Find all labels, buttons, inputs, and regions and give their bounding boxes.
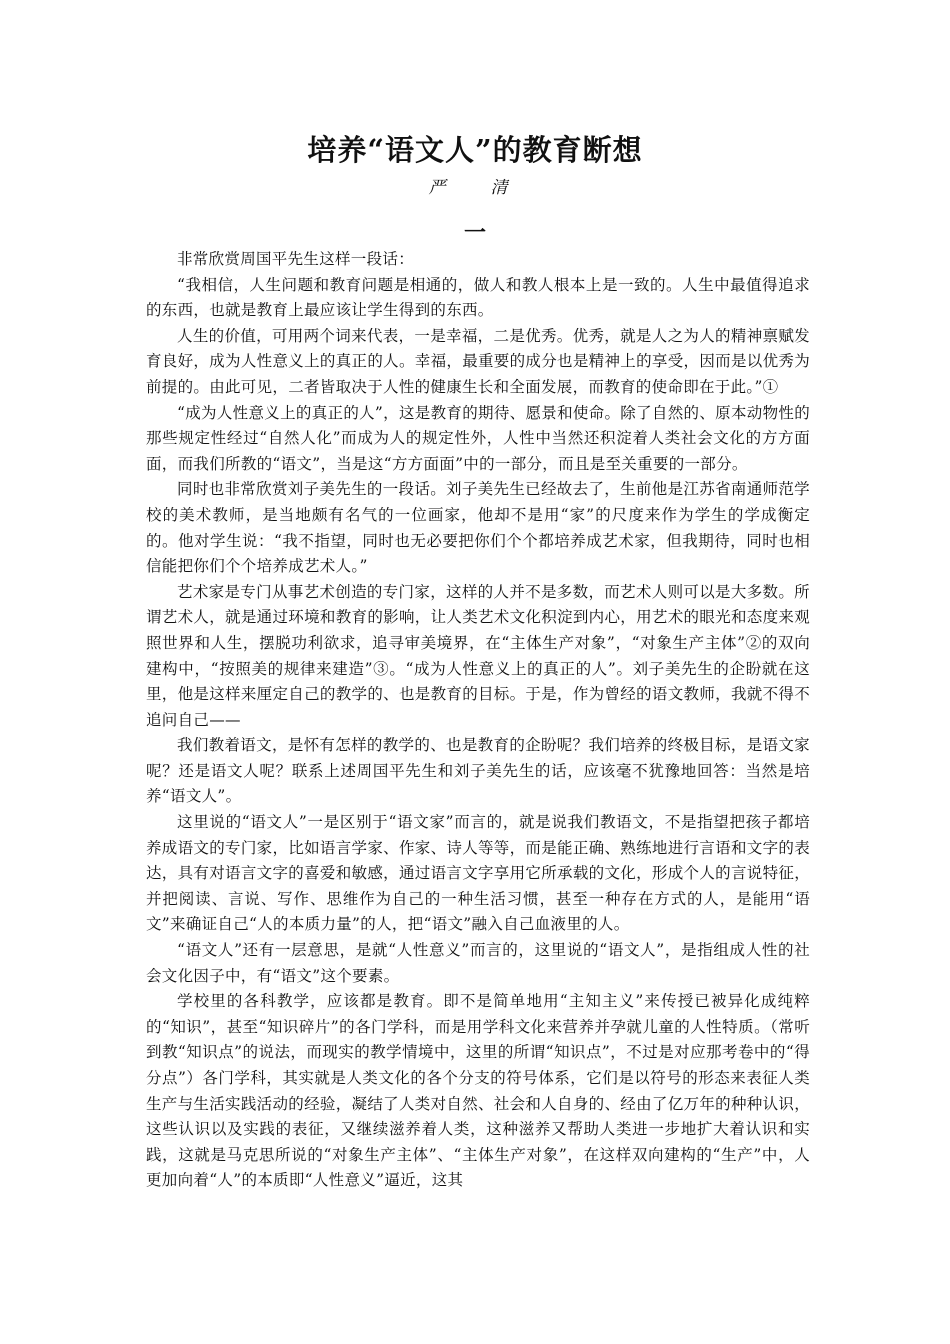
paragraph: 学校里的各科教学，应该都是教育。即不是简单地用“主知主义”来传授已被异化成纯粹的“知识”，甚至“知识碎片”的各门学科，而是用学科文化来营养并孕就儿童的人性特质。（常听到教“知识点”的说法，而现实的教学情境中，这里的所谓“知识点”，不过是对应那考卷中的“得分点”）各门学科，其实就是人类文化的各个分支的符号体系，它们是以符号的形态来表征人类生产与生活实践活动的经验，凝结了人类对自然、社会和人自身的、经由了亿万年的种种认识，这些认识以及实践的表征，又继续滋养着人类，这种滋养又帮助人类进一步地扩大着认识和实践，这就是马克思所说的“对象生产主体”、“主体生产对象”，在这样双向建构的“生产”中，人更加向着“人”的本质即“人性意义”逼近，这其: [146, 992, 810, 1190]
paragraph: “我相信，人生问题和教育问题是相通的，做人和教人根本上是一致的。人生中最值得追求的东西，也就是教育上最应该让学生得到的东西。: [146, 275, 810, 320]
article-body: [146, 247, 810, 1194]
paragraph: 非常欣赏周国平先生这样一段话：: [177, 250, 415, 268]
paragraph: 我们教着语文，是怀有怎样的教学的、也是教育的企盼呢？我们培养的终极目标，是语文家呢？还是语文人呢？联系上述周国平先生和刘子美先生的话，应该毫不犹豫地回答：当然是培养“语文人”。: [146, 736, 810, 806]
paragraph: 人生的价值，可用两个词来代表，一是幸福，二是优秀。优秀，就是人之为人的精神禀赋发育良好，成为人性意义上的真正的人。幸福，最重要的成分也是精神上的享受，因而是以优秀为前提的。由此可见，二者皆取决于人性的健康生长和全面发展，而教育的使命即在于此。”①: [146, 326, 810, 396]
paragraph: “语文人”还有一层意思，是就“人性意义”而言的，这里说的“语文人”，是指组成人性的社会文化因子中，有“语文”这个要素。: [146, 941, 810, 985]
paragraph: 艺术家是专门从事艺术创造的专门家，这样的人并不是多数，而艺术人则可以是大多数。所谓艺术人，就是通过环境和教育的影响，让人类艺术文化积淀到内心，用艺术的眼光和态度来观照世界和人生，摆脱功利欲求，追寻审美境界，在“主体生产对象”，“对象生产主体”②的双向建构中，“按照美的规律来建造”③。“成为人性意义上的真正的人”。刘子美先生的企盼就在这里，他是这样来厘定自己的教学的、也是教育的目标。于是，作为曾经的语文教师，我就不得不追问自己——: [146, 582, 810, 729]
article-author: 严 清: [428, 178, 522, 198]
article-title: 培养“语文人”的教育断想: [307, 133, 643, 167]
paragraph: 同时也非常欣赏刘子美先生的一段话。刘子美先生已经故去了，生前他是江苏省南通师范学校的美术教师，是当地颇有名气的一位画家，他却不是用“家”的尺度来作为学生的学成衡定的。他对学生说：“我不指望，同时也无必要把你们个个都培养成艺术家，但我期待，同时也相信能把你们个个培养成艺术人。”: [146, 480, 810, 576]
section-number: 一: [463, 220, 486, 246]
paragraph: 这里说的“语文人”一是区别于“语文家”而言的，就是说我们教语文，不是指望把孩子都培养成语文的专门家，比如语言学家、作家、诗人等等，而是能正确、熟练地进行言语和文字的表达，具有对语言文字的喜爱和敏感，通过语言文字享用它所承载的文化，形成个人的言说特征，并把阅读、言说、写作、思维作为自己的一种生活习惯，甚至一种存在方式的人，是能用“语文”来确证自己“人的本质力量”的人，把“语文”融入自己血液里的人。: [146, 813, 810, 934]
paragraph: “成为人性意义上的真正的人”，这是教育的期待、愿景和使命。除了自然的、原本动物性的那些规定性经过“自然人化”而成为人的规定性外，人性中当然还积淀着人类社会文化的方方面面，而我们所教的“语文”，当是这“方方面面”中的一部分，而且是至关重要的一部分。: [146, 403, 810, 473]
